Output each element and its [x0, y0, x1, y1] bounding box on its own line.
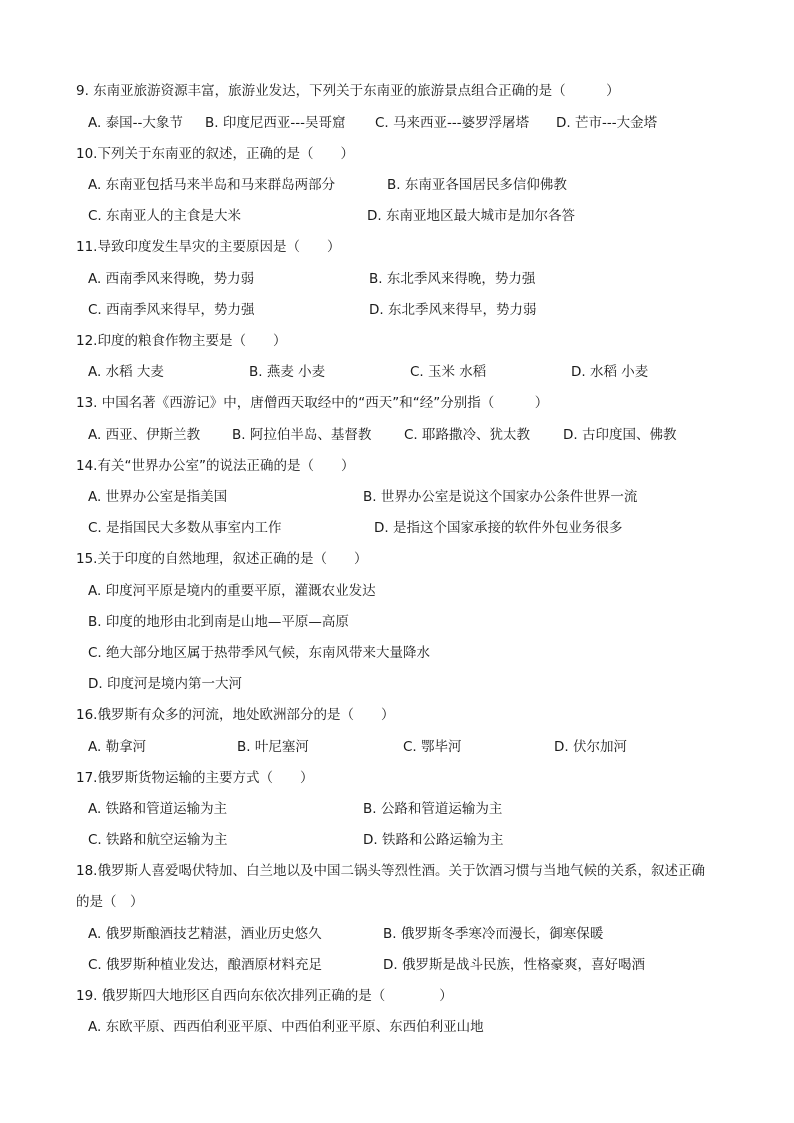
question-16-stem: 16.俄罗斯有众多的河流，地处欧洲部分的是（ ） [76, 707, 395, 723]
option-c: C. 绝大部分地区属于热带季风气候，东南风带来大量降水 [88, 645, 431, 661]
option-a: A. 西南季风来得晚，势力弱 [88, 271, 255, 287]
question-18-stem-cont: 的是（ ） [76, 894, 144, 910]
question-15-option-a [0, 581, 794, 601]
question-18-stem: 18.俄罗斯人喜爱喝伏特加、白兰地以及中国二锅头等烈性酒。关于饮酒习惯与当地气候的关系，叙述正确 [76, 863, 705, 879]
question-11-options-row2 [0, 300, 794, 320]
question-14-options-row2 [0, 518, 794, 538]
option-a: A. 西亚、伊斯兰教 [88, 427, 201, 443]
option-c: C. 西南季风来得早，势力强 [88, 302, 255, 318]
option-d: D. 铁路和公路运输为主 [363, 832, 504, 848]
question-13-options [0, 425, 794, 445]
option-d: D. 古印度国、佛教 [563, 427, 677, 443]
option-b: B. 俄罗斯冬季寒冷而漫长，御寒保暖 [383, 926, 604, 942]
option-b: B. 阿拉伯半岛、基督教 [232, 427, 372, 443]
option-d: D. 水稻 小麦 [571, 364, 649, 380]
option-b: B. 叶尼塞河 [237, 739, 309, 755]
option-a: A. 俄罗斯酿酒技艺精湛，酒业历史悠久 [88, 926, 322, 942]
option-a: A. 铁路和管道运输为主 [88, 801, 228, 817]
option-a: A. 印度河平原是境内的重要平原，灌溉农业发达 [88, 583, 376, 599]
option-c: C. 是指国民大多数从事室内工作 [88, 520, 282, 536]
option-b: B. 燕麦 小麦 [249, 364, 326, 380]
option-c: C. 东南亚人的主食是大米 [88, 208, 242, 224]
question-14-stem: 14.有关“世界办公室”的说法正确的是（ ） [76, 458, 355, 474]
question-19-option-a [0, 1017, 794, 1037]
question-9-options [0, 113, 794, 133]
question-16-options [0, 737, 794, 757]
option-b: B. 东南亚各国居民多信仰佛教 [387, 177, 567, 193]
question-10-options-row1 [0, 175, 794, 195]
option-d: D. 东南亚地区最大城市是加尔各答 [367, 208, 575, 224]
option-b: B. 世界办公室是说这个国家办公条件世界一流 [363, 489, 638, 505]
question-12-options [0, 362, 794, 382]
question-19-stem: 19. 俄罗斯四大地形区自西向东依次排列正确的是（ ） [76, 988, 453, 1004]
question-18-options-row2 [0, 955, 794, 975]
option-a: A. 东南亚包括马来半岛和马来群岛两部分 [88, 177, 336, 193]
option-d: D. 是指这个国家承接的软件外包业务很多 [374, 520, 623, 536]
question-12-stem: 12.印度的粮食作物主要是（ ） [76, 333, 287, 349]
option-a: A. 水稻 大麦 [88, 364, 164, 380]
question-17-options-row1 [0, 799, 794, 819]
question-15-option-c [0, 643, 794, 663]
option-a: A. 勒拿河 [88, 739, 147, 755]
option-c: C. 鄂毕河 [403, 739, 462, 755]
question-10-options-row2 [0, 206, 794, 226]
question-15-option-b [0, 612, 794, 632]
option-d: D. 伏尔加河 [554, 739, 627, 755]
option-d: D. 印度河是境内第一大河 [88, 676, 242, 692]
option-d: D. 东北季风来得早，势力弱 [369, 302, 537, 318]
question-18-options-row1 [0, 924, 794, 944]
question-9-stem: 9. 东南亚旅游资源丰富，旅游业发达，下列关于东南亚的旅游景点组合正确的是（ ） [76, 83, 620, 99]
option-c: C. 玉米 水稻 [410, 364, 487, 380]
option-c: C. 耶路撒冷、犹太教 [404, 427, 531, 443]
option-d: D. 芒市---大金塔 [556, 115, 658, 131]
question-10-stem: 10.下列关于东南亚的叙述，正确的是（ ） [76, 146, 354, 162]
option-a: A. 泰国--大象节 [88, 115, 183, 131]
option-a: A. 世界办公室是指美国 [88, 489, 228, 505]
option-c: C. 铁路和航空运输为主 [88, 832, 228, 848]
question-17-stem: 17.俄罗斯货物运输的主要方式（ ） [76, 770, 314, 786]
option-c: C. 俄罗斯种植业发达，酿酒原材料充足 [88, 957, 323, 973]
option-b: B. 印度的地形由北到南是山地—平原—高原 [88, 614, 349, 630]
question-11-options-row1 [0, 269, 794, 289]
question-15-option-d [0, 674, 794, 694]
option-c: C. 马来西亚---婆罗浮屠塔 [375, 115, 530, 131]
option-a: A. 东欧平原、西西伯利亚平原、中西伯利亚平原、东西伯利亚山地 [88, 1019, 484, 1035]
option-b: B. 公路和管道运输为主 [363, 801, 503, 817]
option-b: B. 东北季风来得晚，势力强 [369, 271, 536, 287]
question-14-options-row1 [0, 487, 794, 507]
question-11-stem: 11.导致印度发生旱灾的主要原因是（ ） [76, 239, 341, 255]
option-d: D. 俄罗斯是战斗民族，性格豪爽，喜好喝酒 [383, 957, 645, 973]
option-b: B. 印度尼西亚---吴哥窟 [205, 115, 346, 131]
question-17-options-row2 [0, 830, 794, 850]
question-15-stem: 15.关于印度的自然地理，叙述正确的是（ ） [76, 551, 368, 567]
question-13-stem: 13. 中国名著《西游记》中，唐僧西天取经中的“西天”和“经”分别指（ ） [76, 395, 549, 411]
